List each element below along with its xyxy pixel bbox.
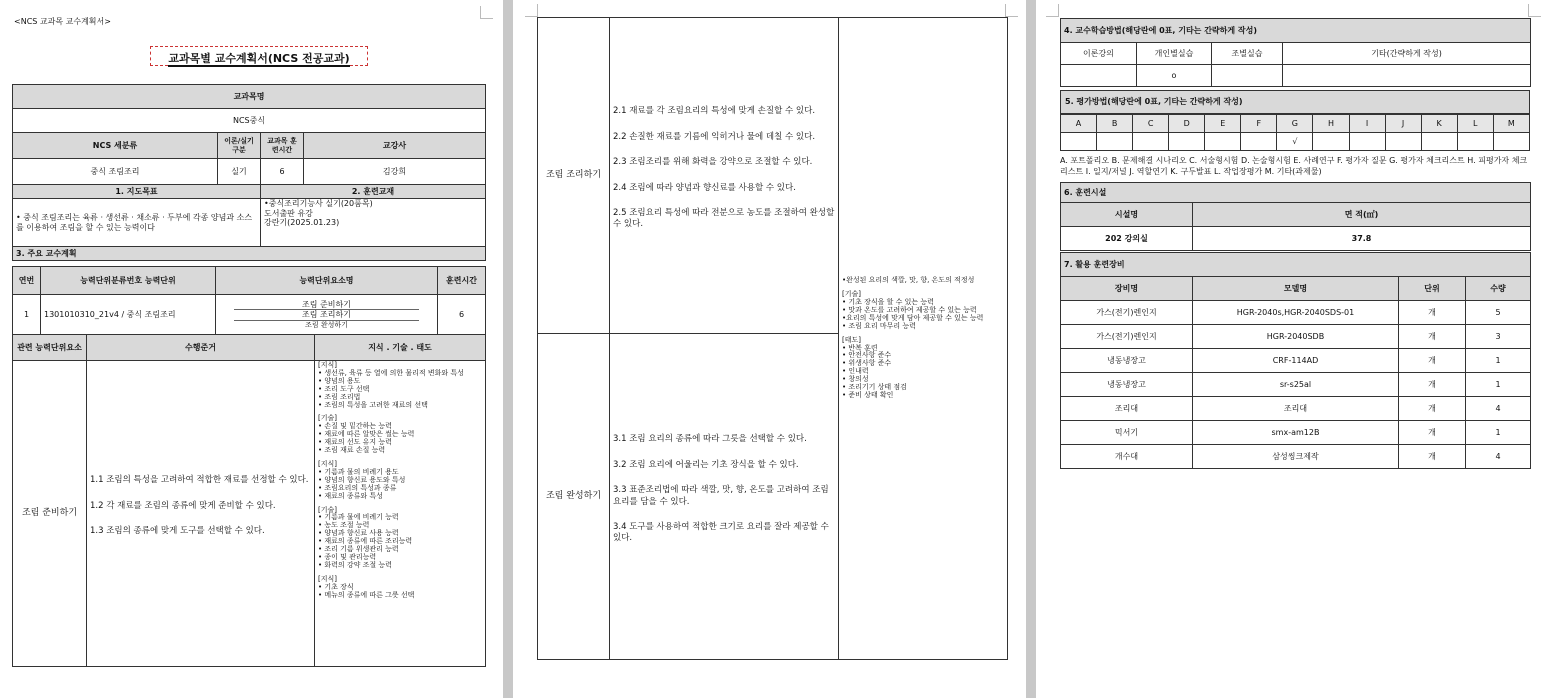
method-label: 조별실습 [1212,43,1283,65]
criteria-2-5: 2.5 조림요리 특성에 따라 전분으로 농도를 조절하여 완성할 수 있다. [613,207,835,230]
eval-letter: G [1277,115,1313,133]
eval-mark: √ [1277,133,1313,151]
document-page-1 [0,0,503,698]
ksa-line: •완성된 요리의 색깔, 맛, 향, 온도의 적정성 [842,276,975,285]
ksa-line: • 화력의 강약 조절 능력 [318,560,392,569]
row-unit: 1301010310_21v4 / 중식 조림조리 [41,295,216,335]
section-material: 2. 훈련교재 [261,185,486,199]
ksa-line: • 안전사항 준수 [842,351,892,360]
equipment-row [1061,397,1531,421]
material-line: •중식조리기능사 실기(20품목) [264,199,373,208]
eval-letter: M [1493,115,1529,133]
equipment-row [1061,421,1531,445]
col-teacher: 교강사 [304,133,486,159]
ksa-line: • 위생사항 준수 [842,359,892,368]
th-ksa: 지식 . 기술 . 태도 [315,335,486,361]
ksa-line: [지식] [318,361,337,369]
ksa-line: • 재료의 선도 유지 능력 [318,438,392,447]
eval-mark [1133,133,1169,151]
eval-mark [1457,133,1493,151]
eval-letter: D [1169,115,1205,133]
ksa-line: [태도] [842,335,861,344]
th-criteria: 수행준거 [87,335,315,361]
equip-model: CRF-114AD [1193,349,1399,373]
element-item: 조림 준비하기 [234,300,419,311]
fac-col-area: 면 적(㎡) [1193,203,1531,227]
criteria-3-2: 3.2 조림 요리에 어울리는 기초 장식을 할 수 있다. [613,459,799,470]
ksa-line: • 기초 장식을 할 수 있는 능력 [842,297,934,306]
eval-letter: F [1241,115,1277,133]
crop-mark [1528,4,1541,17]
th-related: 관련 능력단위요소 [13,335,87,361]
document-title-text: 교과목별 교수계획서(NCS 전공교과) [168,52,350,65]
finish-ksa-list [839,18,1008,660]
equip-model: HGR-2040s,HGR-2040SDS-01 [1193,301,1399,325]
equip-unit: 개 [1399,349,1466,373]
hours-value: 6 [261,159,304,185]
equip-col-qty: 수량 [1466,277,1531,301]
eval-letter: K [1421,115,1457,133]
equipment-row [1061,445,1531,469]
course-info-table [12,84,486,261]
equip-name: 믹서기 [1061,421,1193,445]
ksa-line: • 조림의 특성을 고려한 재료의 선택 [318,400,428,409]
col-hours: 교과목 훈련시간 [261,133,304,159]
th-time: 훈련시간 [438,267,486,295]
goal-text: • 중식 조림조리는 육류 · 생선류 · 채소류 · 두부에 각종 양념과 소스를 이용하여 조림을 할 수 있는 능력이다 [13,199,261,247]
eval-letter: C [1133,115,1169,133]
eval-mark [1349,133,1385,151]
ksa-line: [지식] [318,574,337,583]
course-name-label: 교과목명 [13,85,486,109]
col-ncs: NCS 세분류 [13,133,218,159]
criteria-1-1: 1.1 조림의 특성을 고려하여 적합한 재료를 선정할 수 있다. [90,475,309,486]
ksa-line: • 양념의 향신료 용도와 특성 [318,475,406,484]
equip-col-unit: 단위 [1399,277,1466,301]
equip-unit: 개 [1399,373,1466,397]
equip-name: 개수대 [1061,445,1193,469]
element-finish: 조림 완성하기 [538,334,610,660]
eval-mark [1169,133,1205,151]
ksa-line: • 창의성 [842,375,869,384]
method-label: 개인별실습 [1137,43,1212,65]
ksa-line: [기술] [842,290,861,299]
eval-mark [1205,133,1241,151]
equip-unit: 개 [1399,325,1466,349]
crop-mark [1005,4,1018,17]
ksa-line: • 재료의 종류에 따른 조리능력 [318,537,413,546]
ksa-line: • 준비 상태 확인 [842,390,894,399]
equip-unit: 개 [1399,397,1466,421]
criteria-1-2: 1.2 각 재료를 조림의 종류에 맞게 준비할 수 있다. [90,500,276,511]
ksa-line: • 조림 재료 손질 능력 [318,446,386,455]
eval-letter: A [1061,115,1097,133]
eval-table [1060,114,1530,151]
fac-col-name: 시설명 [1061,203,1193,227]
plan-table [12,266,486,335]
criteria-2-3: 2.3 조림조리를 위해 화력을 강약으로 조절할 수 있다. [613,157,813,168]
ksa-line: • 조리 기름 위생관리 능력 [318,545,399,554]
teacher-value: 김강희 [304,159,486,185]
element-item: 조림 완성하기 [305,320,348,329]
document-page-2 [513,0,1026,698]
criteria-3-4: 3.4 도구를 사용하여 적합한 크기로 요리를 잘라 제공할 수 있다. [613,521,829,544]
prep-ksa-list [315,361,486,667]
section-4: 4. 교수학습방법(해당란에 0표, 기타는 간략하게 작성) [1061,19,1531,43]
document-page-3 [1036,0,1543,698]
equip-name: 냉동냉장고 [1061,349,1193,373]
ksa-line: • 인내력 [842,367,869,376]
eval-letter: E [1205,115,1241,133]
col-type: 이론/실기 구분 [218,133,261,159]
equip-qty: 1 [1466,373,1531,397]
ksa-line: • 손질 및 밑간하는 능력 [318,422,392,431]
equip-qty: 4 [1466,445,1531,469]
eval-letter: L [1457,115,1493,133]
fac-name: 202 강의실 [1061,227,1193,251]
ksa-line: • 재료에 따른 알맞은 썰는 능력 [318,430,415,439]
facility-table [1060,182,1531,251]
eval-mark [1241,133,1277,151]
method-mark [1061,65,1137,87]
ksa-line: [기술] [318,505,337,514]
equip-qty: 5 [1466,301,1531,325]
eval-letter: B [1097,115,1133,133]
equip-name: 가스(전기)렌인지 [1061,301,1193,325]
crop-mark [525,4,538,17]
criteria-1-3: 1.3 조림의 종류에 맞게 도구를 선택할 수 있다. [90,526,265,537]
criteria-3-3: 3.3 표준조리법에 따라 색깔, 맛, 향, 온도를 고려하여 조림요리를 담을 수 있다. [613,485,829,507]
eval-mark [1385,133,1421,151]
criteria-table-1 [12,334,486,667]
eval-letter: J [1385,115,1421,133]
eval-mark [1313,133,1349,151]
ksa-line: • 재료의 종류와 특성 [318,491,383,500]
eval-letter: I [1349,115,1385,133]
equip-name: 냉동냉장고 [1061,373,1193,397]
section-7: 7. 활용 훈련장비 [1061,253,1531,277]
equip-unit: 개 [1399,445,1466,469]
eval-mark [1421,133,1457,151]
equip-model: HGR-2040SDB [1193,325,1399,349]
row-no: 1 [13,295,41,335]
equip-unit: 개 [1399,421,1466,445]
th-unit: 능력단위분류번호 능력단위 [41,267,216,295]
ksa-line: • 메뉴의 종류에 따른 그릇 선택 [318,590,415,599]
equipment-row [1061,301,1531,325]
section-6: 6. 훈련시설 [1061,183,1531,203]
method-table [1060,18,1531,87]
ksa-line: • 기름과 물에 비례기 능력 [318,513,399,522]
equip-name: 조리대 [1061,397,1193,421]
section-plan: 3. 주요 교수계획 [13,247,486,261]
eval-letter: H [1313,115,1349,133]
equip-model: smx-am12B [1193,421,1399,445]
equip-model: sr-s25al [1193,373,1399,397]
ksa-line: • 양념의 용도 [318,376,361,385]
course-name: NCS중식 [13,109,486,133]
equipment-row [1061,325,1531,349]
ksa-line: • 조림요리의 특성과 종류 [318,483,397,492]
method-mark: o [1137,65,1212,87]
method-mark [1283,65,1531,87]
material-line: 강란기(2025.01.23) [264,218,340,228]
equipment-table [1060,252,1531,469]
criteria-2-4: 2.4 조림에 따라 양념과 향신료를 사용할 수 있다. [613,182,796,193]
criteria-2-2: 2.2 손질한 재료를 기름에 익히거나 물에 데칠 수 있다. [613,131,816,142]
element-cook: 조림 조리하기 [538,18,610,334]
crop-mark [480,6,493,19]
row-time: 6 [438,295,486,335]
ksa-line: • 종이 및 관리능력 [318,552,377,561]
section-goal: 1. 지도목표 [13,185,261,199]
material-line: 도서출판 유강 [264,208,313,218]
ksa-line: • 생선류, 육류 등 열에 의한 물리적 변화와 특성 [318,368,464,377]
equip-qty: 1 [1466,421,1531,445]
type-value: 실기 [218,159,261,185]
header-note: <NCS 교과목 교수계획서> [14,17,111,26]
equipment-row [1061,373,1531,397]
ksa-line: • 조리 도구 선택 [318,384,370,393]
equip-col-model: 모델명 [1193,277,1399,301]
method-label: 기타(간략하게 작성) [1283,43,1531,65]
ncs-value: 중식 조림조리 [13,159,218,185]
equip-qty: 3 [1466,325,1531,349]
ksa-line: •요리의 특성에 맞게 담아 제공할 수 있는 능력 [842,313,984,322]
equip-col-name: 장비명 [1061,277,1193,301]
crop-mark [1046,4,1059,17]
method-label: 이론강의 [1061,43,1137,65]
ksa-line: • 양념과 향신료 사용 능력 [318,529,399,538]
ksa-line: • 조림 조리법 [318,392,361,401]
ksa-line: [지식] [318,459,337,468]
section-5: 5. 평가방법(해당란에 0표, 기타는 간략하게 작성) [1060,90,1530,114]
th-element: 능력단위요소명 [216,267,438,295]
fac-area: 37.8 [1193,227,1531,251]
ksa-line: • 기초 장식 [318,582,354,591]
method-mark [1212,65,1283,87]
equip-unit: 개 [1399,301,1466,325]
th-year: 연번 [13,267,41,295]
eval-mark [1097,133,1133,151]
ksa-line: • 반복 훈련 [842,343,878,352]
ksa-line: • 농도 조절 능력 [318,521,370,530]
ksa-line: • 조림 요리 마무리 능력 [842,321,916,330]
document-title [150,46,368,66]
equipment-row [1061,349,1531,373]
criteria-3-1: 3.1 조림 요리의 종류에 따라 그릇을 선택할 수 있다. [613,434,807,445]
eval-mark [1493,133,1529,151]
criteria-table-2 [537,17,1008,660]
ksa-line: [기술] [318,414,337,423]
equip-model: 조리대 [1193,397,1399,421]
criteria-2-1: 2.1 재료를 각 조림요리의 특성에 맞게 손질할 수 있다. [613,106,816,117]
element-prep: 조림 준비하기 [13,361,87,667]
equip-qty: 1 [1466,349,1531,373]
eval-legend: A. 포트폴리오 B. 문제해결 시나리오 C. 서술형시험 D. 논술형시험 E. 사례연구 F. 평가자 질문 G. 평가자 체크리스트 H. 피평가자 체크리스트 I. 일지/저널 J. 역할연기 K. 구두발표 L. 작업장평가 M. 기타(과제물) [1060,156,1528,177]
ksa-line: • 맛과 온도를 고려하여 제공할 수 있는 능력 [842,305,977,314]
ksa-line: • 기름과 물의 비례기 용도 [318,467,399,476]
equip-qty: 4 [1466,397,1531,421]
element-item: 조림 조리하기 [234,310,419,321]
eval-mark [1061,133,1097,151]
equip-name: 가스(전기)렌인지 [1061,325,1193,349]
ksa-line: • 조리기기 상태 점검 [842,383,907,392]
equip-model: 삼성씽크제작 [1193,445,1399,469]
